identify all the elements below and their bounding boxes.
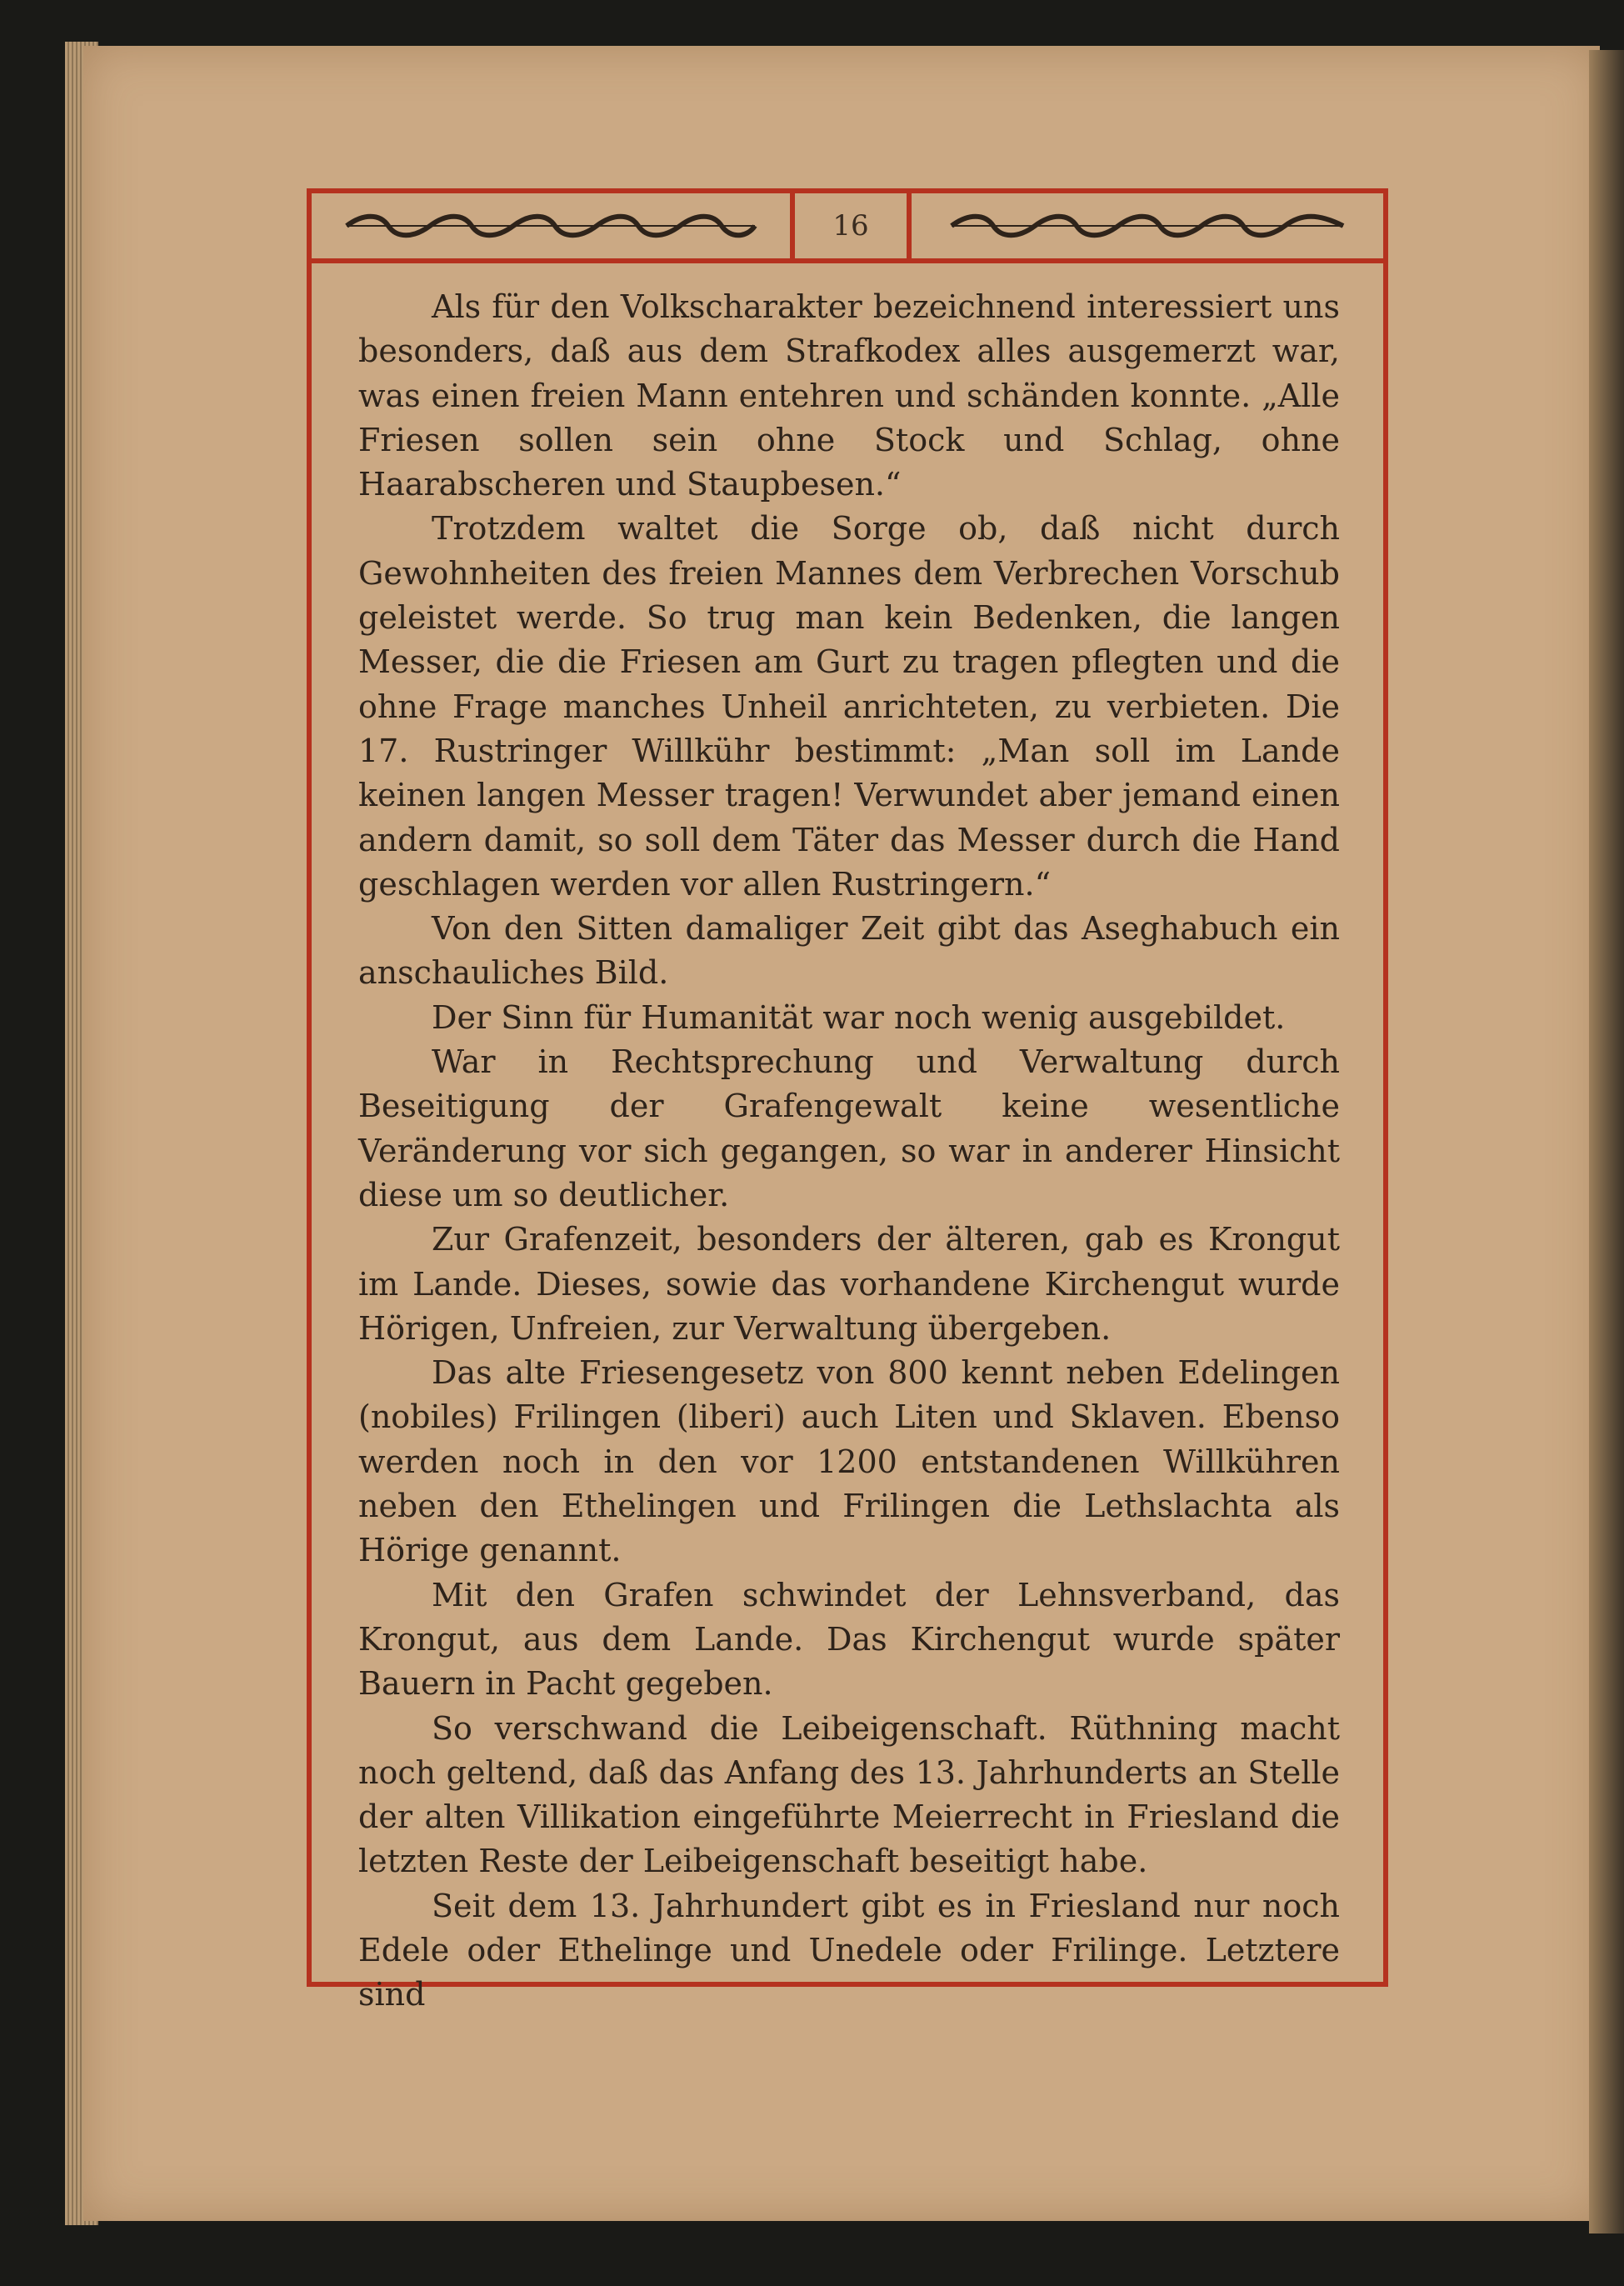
paragraph: Seit dem 13. Jahrhundert gibt es in Friesland nur noch Edele oder Ethelinge und Unedele oder Frilinge. Letztere sind — [358, 1887, 1340, 2013]
running-header — [312, 193, 1383, 263]
paragraph: Von den Sitten damaliger Zeit gibt das Aseghabuch ein anschauliches Bild. — [358, 910, 1340, 992]
paragraph: Trotzdem waltet die Sorge ob, daß nicht durch Gewohnheiten des freien Mannes dem Verbrechen Vorschub geleistet werde. So trug man kein Bedenken, die langen Messer, die die Friesen am Gurt zu tragen pflegten und die ohne Frage manches Unheil anrichteten, zu verbieten. Die 17. Rustringer Willkühr bestimmt: „Man soll im Lande keinen langen Messer tragen! Verwundet aber jemand einen andern damit, so soll dem Täter das Messer durch die Hand geschlagen werden vor allen Rustringern.“ — [358, 510, 1340, 903]
header-ornament-left — [312, 193, 795, 258]
header-ornament-right — [907, 193, 1383, 258]
paragraph: Das alte Friesengesetz von 800 kennt neben Edelingen (nobiles) Frilingen (liberi) auch Liten und Sklaven. Ebenso werden noch in den vor 1200 entstandenen Willkühren neben den Ethelingen und Frilingen die Lethslachta als Hörige genannt. — [358, 1354, 1340, 1569]
scroll-ornament-icon — [342, 213, 759, 238]
paragraph: Mit den Grafen schwindet der Lehnsverband, das Krongut, aus dem Lande. Das Kirchengut wurde später Bauern in Pacht gegeben. — [358, 1576, 1340, 1703]
paragraph: War in Rechtsprechung und Verwaltung durch Beseitigung der Grafengewalt keine wesentliche Veränderung vor sich gegangen, so war in anderer Hinsicht diese um so deutlicher. — [358, 1043, 1340, 1213]
scroll-ornament-icon — [947, 213, 1347, 238]
page-frame — [307, 188, 1388, 2013]
paragraph: Zur Grafenzeit, besonders der älteren, gab es Krongut im Lande. Dieses, sowie das vorhandene Kirchengut wurde Hörigen, Unfreien, zur Verwaltung übergeben. — [358, 1221, 1340, 1347]
page-number: 16 — [832, 209, 869, 243]
paragraph: Als für den Volkscharakter bezeichnend interessiert uns besonders, daß aus dem Strafkodex alles ausgemerzt war, was einen freien Mann entehren und schänden konnte. „Alle Friesen sollen sein ohne Stock und Schlag, ohne Haarabscheren und Staupbesen.“ — [358, 288, 1340, 503]
paragraph: So verschwand die Leibeigenschaft. Rüthning macht noch geltend, daß das Anfang des 13. Jahrhunderts an Stelle der alten Villikation eingeführte Meierrecht in Friesland die letzten Reste der Leibeigenschaft beseitigt habe. — [358, 1709, 1340, 1880]
paragraph: Der Sinn für Humanität war noch wenig ausgebildet. — [432, 998, 1286, 1036]
facing-page-edge — [1589, 50, 1624, 2233]
body-text — [358, 285, 1340, 2018]
